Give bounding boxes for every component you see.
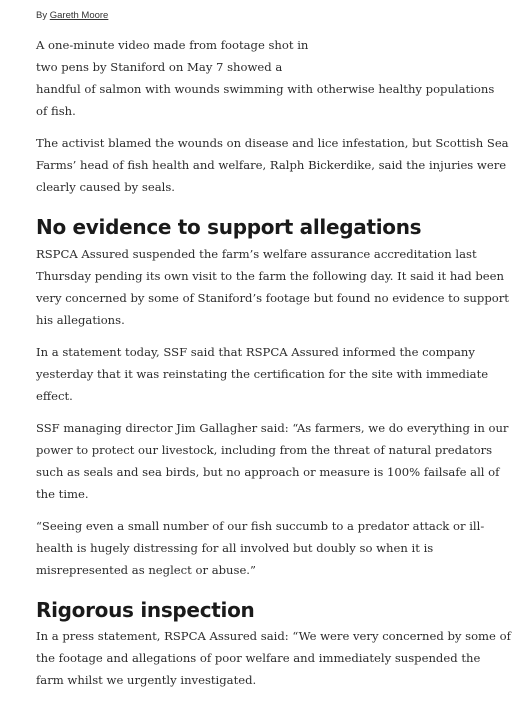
paragraph-line: “Seeing even a small number of our fish succumb to a predator attack or ill- <box>36 519 485 533</box>
paragraph-line: A one-minute video made from footage shot in <box>36 38 309 52</box>
paragraph-line: Farms’ head of fish health and welfare, Ralph Bickerdike, said the injuries were <box>36 158 507 172</box>
paragraph-line: RSPCA Assured suspended the farm’s welfare assurance accreditation last <box>36 247 477 261</box>
paragraph-line: the footage and allegations of poor welfare and immediately suspended the <box>36 651 481 665</box>
paragraph-line: health is hugely distressing for all involved but doubly so when it is <box>36 541 434 555</box>
byline-prefix: By <box>36 10 48 21</box>
paragraph-line: In a press statement, RSPCA Assured said: “We were very concerned by some of <box>36 629 511 643</box>
paragraph-line: power to protect our livestock, including from the threat of natural predators <box>36 443 493 457</box>
paragraph-line: very concerned by some of Staniford’s footage but found no evidence to support <box>36 291 509 305</box>
paragraph-line: handful of salmon with wounds swimming with otherwise healthy populations <box>36 82 495 96</box>
paragraph-line: yesterday that it was reinstating the certification for the site with immediate <box>36 367 489 381</box>
paragraph-line: the time. <box>36 487 89 501</box>
paragraph-line: of fish. <box>36 104 76 118</box>
paragraph-line: his allegations. <box>36 313 125 327</box>
paragraph-line: In a statement today, SSF said that RSPCA Assured informed the company <box>36 345 475 359</box>
paragraph <box>36 515 496 581</box>
section-heading: No evidence to support allegations <box>36 215 422 239</box>
paragraph-line: SSF managing director Jim Gallagher said: “As farmers, we do everything in our <box>36 421 509 435</box>
paragraph <box>36 132 509 198</box>
paragraph-line: such as seals and sea birds, but no approach or measure is 100% failsafe all of <box>36 465 500 479</box>
paragraph-line: misrepresented as neglect or abuse.” <box>36 563 256 577</box>
paragraph-line: farm whilst we urgently investigated. <box>36 673 257 687</box>
paragraph <box>36 625 511 691</box>
paragraph-line: Thursday pending its own visit to the farm the following day. It said it had been <box>36 269 504 283</box>
paragraph-line: two pens by Staniford on May 7 showed a <box>36 60 283 74</box>
paragraph-line: clearly caused by seals. <box>36 180 175 194</box>
author-link[interactable]: Gareth Moore <box>49 10 109 21</box>
section-heading: Rigorous inspection <box>36 598 255 622</box>
paragraph <box>36 243 509 331</box>
paragraph-line: The activist blamed the wounds on disease and lice infestation, but Scottish Sea <box>36 136 509 150</box>
paragraph <box>36 417 509 505</box>
byline <box>36 9 496 23</box>
article-body <box>36 0 511 691</box>
paragraph-line: effect. <box>36 389 73 403</box>
paragraph <box>36 341 496 407</box>
paragraph <box>36 34 496 122</box>
